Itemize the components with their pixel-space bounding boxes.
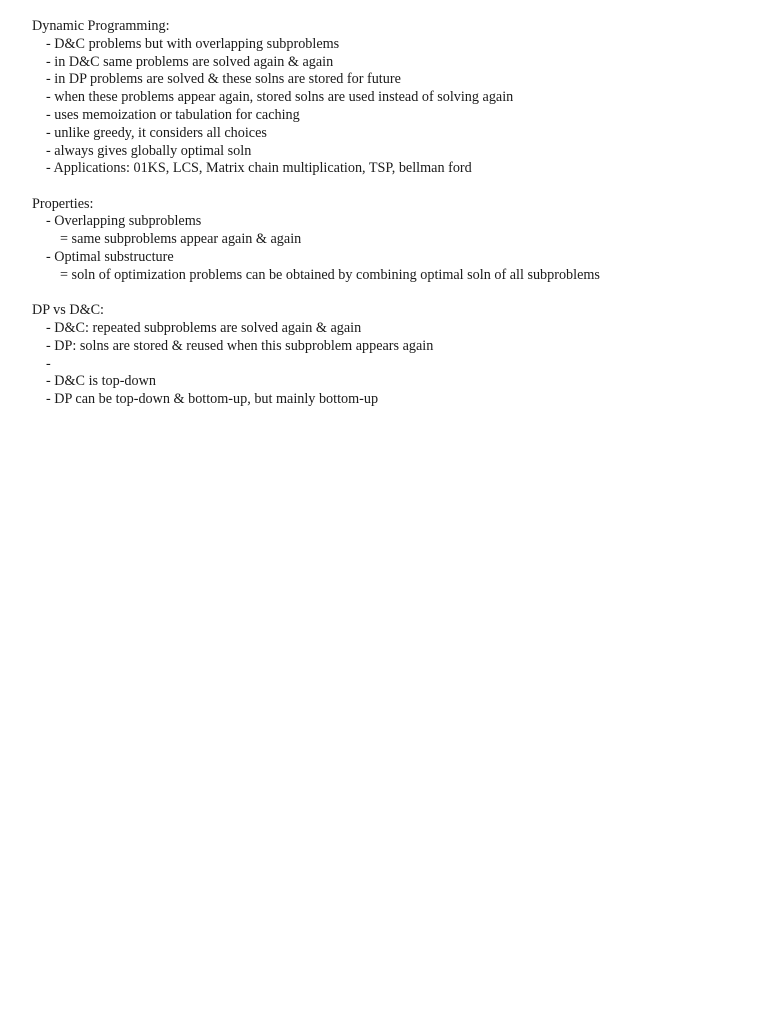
note-subline: = same subproblems appear again & again <box>60 231 302 248</box>
note-line: - Overlapping subproblems <box>46 213 202 230</box>
note-line: - always gives globally optimal soln <box>46 142 252 159</box>
note-line: - in D&C same problems are solved again & again <box>46 53 334 70</box>
note-line: - unlike greedy, it considers all choices <box>46 124 267 141</box>
note-line: - DP can be top-down & bottom-up, but mainly bottom-up <box>46 391 379 408</box>
note-line: - Applications: 01KS, LCS, Matrix chain multiplication, TSP, bellman ford <box>46 160 472 177</box>
section-dp-vs-dc <box>32 302 752 409</box>
section-heading: DP vs D&C: <box>32 302 105 319</box>
note-line: - <box>46 355 51 372</box>
note-line: - uses memoization or tabulation for caching <box>46 106 300 123</box>
section-heading: Properties: <box>32 195 94 212</box>
note-line: - D&C is top-down <box>46 373 156 390</box>
note-line: - DP: solns are stored & reused when this subproblem appears again <box>46 337 434 354</box>
section-heading: Dynamic Programming: <box>32 18 170 34</box>
note-line: - Optimal substructure <box>46 249 174 266</box>
section-dynamic-programming <box>32 18 752 178</box>
note-subline: = soln of optimization problems can be obtained by combining optimal soln of all subproblems <box>60 266 600 283</box>
note-line: - when these problems appear again, stored solns are used instead of solving again <box>46 89 514 106</box>
note-line: - D&C: repeated subproblems are solved again & again <box>46 319 362 336</box>
note-line: - in DP problems are solved & these solns are stored for future <box>46 71 401 88</box>
note-line: - D&C problems but with overlapping subproblems <box>46 35 340 52</box>
notes-page <box>32 18 752 426</box>
section-properties <box>32 196 752 285</box>
